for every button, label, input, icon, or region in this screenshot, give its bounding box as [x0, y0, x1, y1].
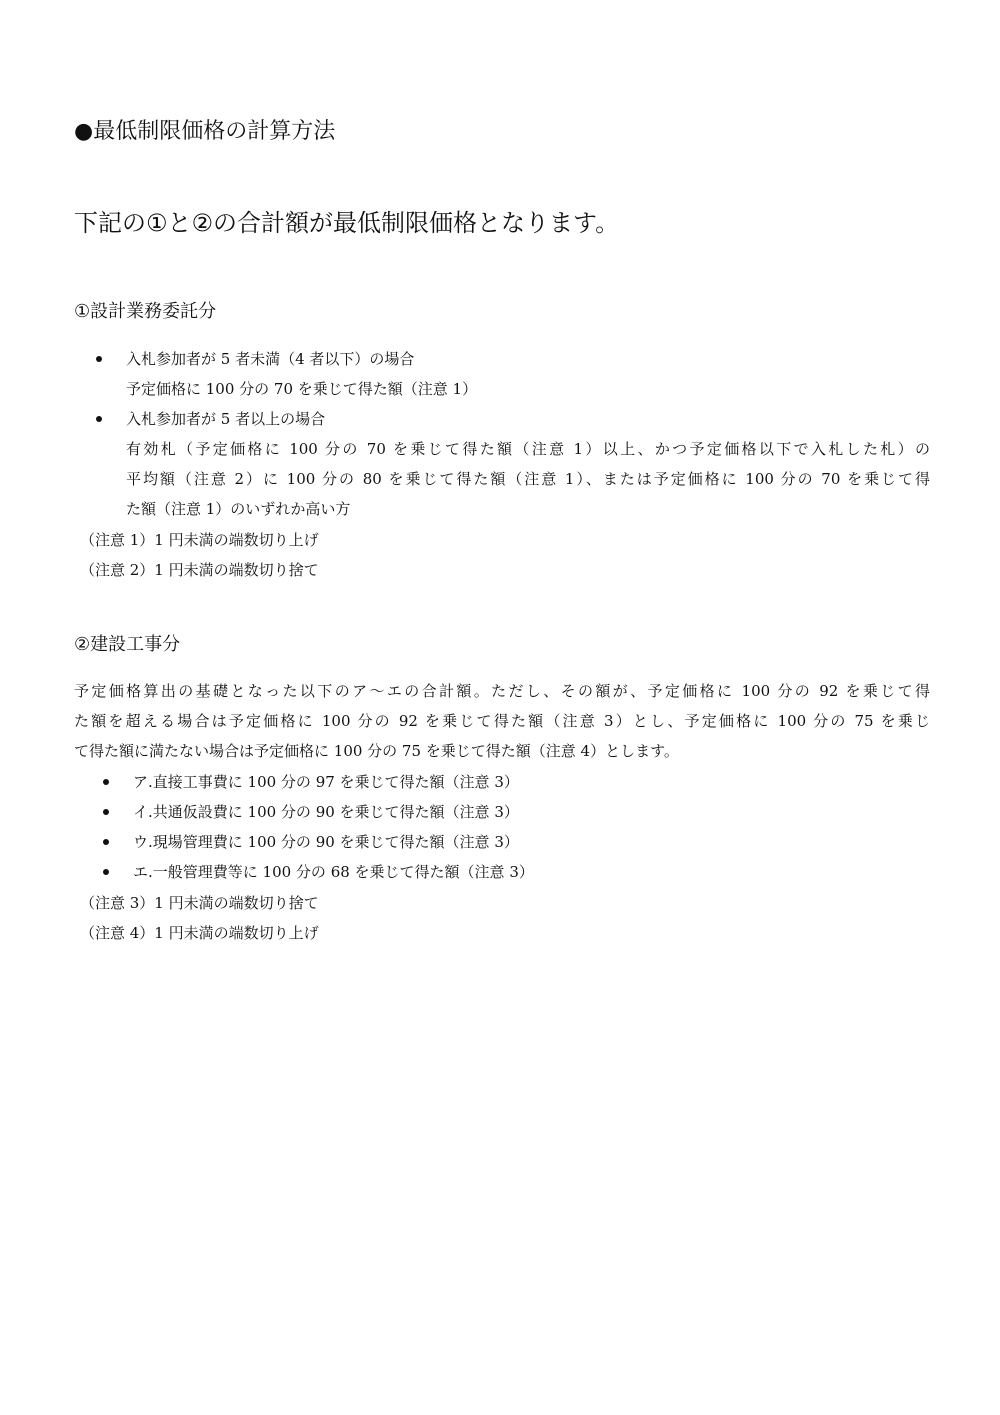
list-item-text: ウ.現場管理費に 100 分の 90 を乗じて得た額（注意 3）	[133, 833, 519, 851]
list-item	[133, 857, 930, 887]
bullet-dot	[103, 839, 109, 845]
list-item	[126, 344, 930, 404]
bullet-dot	[103, 869, 109, 875]
list-item-text: 有効札（予定価格に 100 分の 70 を乗じて得た額（注意 1）以上、かつ予定価格以下で入札した札）の	[126, 440, 930, 458]
list-item-text: ア.直接工事費に 100 分の 97 を乗じて得た額（注意 3）	[133, 773, 519, 791]
note-2: （注意 2）1 円未満の端数切り捨て	[80, 561, 319, 579]
list-item-text: 入札参加者が 5 者以上の場合	[126, 410, 326, 428]
list-item	[133, 797, 930, 827]
main-heading: ●最低制限価格の計算方法	[74, 119, 336, 144]
list-item	[133, 767, 930, 797]
list-item-text: 平均額（注意 2）に 100 分の 80 を乗じて得た額（注意 1）、または予定価格に 100 分の 70 を乗じて得	[126, 470, 930, 488]
bullet-dot	[96, 356, 102, 362]
section2-bullet-list	[133, 767, 930, 887]
note-1: （注意 1）1 円未満の端数切り上げ	[80, 531, 319, 549]
paragraph-line: た額を超える場合は予定価格に 100 分の 92 を乗じて得た額（注意 3）とし、予定価格に 100 分の 75 を乗じ	[74, 712, 930, 730]
list-item	[126, 404, 930, 524]
list-item-text: た額（注意 1）のいずれか高い方	[126, 500, 351, 518]
section1-title: ①設計業務委託分	[74, 301, 217, 322]
bullet-dot	[103, 779, 109, 785]
paragraph-line: 予定価格算出の基礎となった以下のア～エの合計額。ただし、その額が、予定価格に 100 分の 92 を乗じて得	[74, 682, 930, 700]
list-item	[133, 827, 930, 857]
section2-title: ②建設工事分	[74, 634, 181, 655]
list-item-text: 入札参加者が 5 者未満（4 者以下）の場合	[126, 350, 415, 368]
section2-paragraph	[74, 676, 930, 766]
bullet-dot	[103, 809, 109, 815]
paragraph-line: て得た額に満たない場合は予定価格に 100 分の 75 を乗じて得た額（注意 4）とします。	[74, 742, 679, 760]
note-3: （注意 3）1 円未満の端数切り捨て	[80, 894, 319, 912]
list-item-text: イ.共通仮設費に 100 分の 90 を乗じて得た額（注意 3）	[133, 803, 519, 821]
lead-text: 下記の①と②の合計額が最低制限価格となります。	[74, 209, 620, 237]
list-item-text: 予定価格に 100 分の 70 を乗じて得た額（注意 1）	[126, 380, 478, 398]
list-item-text: エ.一般管理費等に 100 分の 68 を乗じて得た額（注意 3）	[133, 863, 534, 881]
note-4: （注意 4）1 円未満の端数切り上げ	[80, 924, 319, 942]
section1-bullet-list	[126, 344, 930, 524]
bullet-dot	[96, 416, 102, 422]
